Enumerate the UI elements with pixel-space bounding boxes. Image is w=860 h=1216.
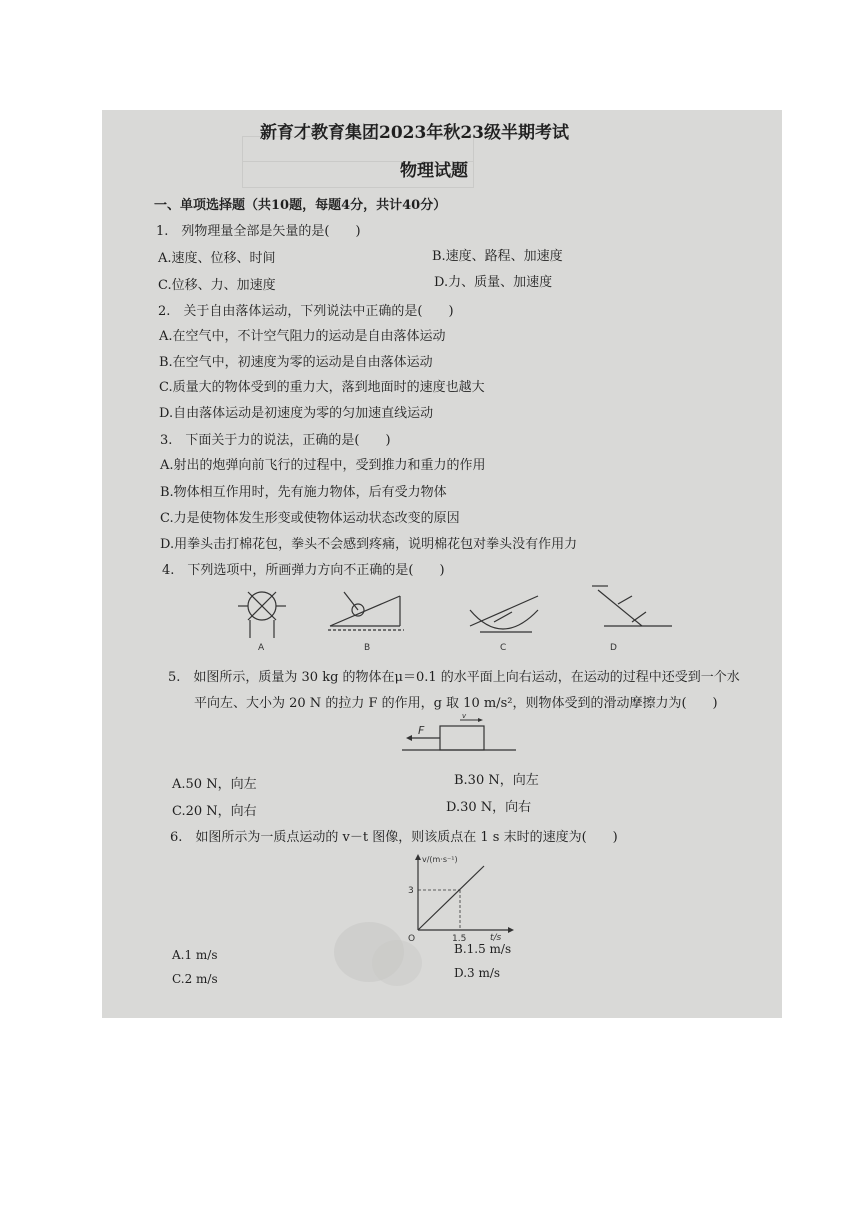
question-6-stem: 6. 如图所示为一质点运动的 v－t 图像，则该质点在 1 s 末时的速度为( )	[170, 830, 618, 845]
q6-y-tick: 3	[408, 886, 414, 896]
q5-figure	[398, 710, 522, 760]
q4-figures	[232, 582, 692, 652]
exam-title: 新育才教育集团2023年秋23级半期考试	[260, 123, 569, 143]
bleed-through-text	[647, 340, 658, 356]
q5-velocity-label: v	[462, 712, 467, 720]
q4-figure-b	[328, 592, 404, 630]
q4-figure-c	[470, 596, 538, 632]
q4-figure-a	[238, 592, 286, 638]
section-heading: 一、单项选择题（共10题，每题4分，共计40分）	[154, 198, 447, 213]
photographed-exam-page	[102, 110, 782, 1018]
q2-option-a: A.在空气中，不计空气阻力的运动是自由落体运动	[159, 329, 446, 344]
q6-x-tick: 1.5	[452, 934, 467, 942]
q4-label-a: A	[258, 643, 265, 652]
q3-option-b: B.物体相互作用时，先有施力物体，后有受力物体	[160, 485, 447, 500]
q2-option-b: B.在空气中，初速度为零的运动是自由落体运动	[159, 355, 433, 370]
q6-option-a: A.1 m/s	[172, 948, 218, 962]
q6-y-axis-label: v/(m·s⁻¹)	[422, 855, 458, 864]
q3-option-d: D.用拳头击打棉花包，拳头不会感到疼痛，说明棉花包对拳头没有作用力	[160, 537, 578, 552]
q6-x-axis-label: t/s	[490, 933, 502, 942]
q6-option-b: B.1.5 m/s	[454, 942, 512, 956]
question-1-stem: 1. 列物理量全部是矢量的是( )	[156, 224, 361, 239]
q1-option-c: C.位移、力、加速度	[158, 278, 276, 293]
q4-label-c: C	[500, 643, 507, 652]
q6-vt-graph	[398, 852, 518, 942]
q4-label-d: D	[610, 643, 617, 652]
q3-option-a: A.射出的炮弹向前飞行的过程中，受到推力和重力的作用	[160, 458, 486, 473]
q1-option-a: A.速度、位移、时间	[158, 251, 276, 266]
q6-origin-label: O	[408, 934, 416, 942]
question-3-stem: 3. 下面关于力的说法，正确的是( )	[160, 433, 391, 448]
q5-option-d: D.30 N，向右	[446, 800, 532, 815]
q2-option-d: D.自由落体运动是初速度为零的匀加速直线运动	[159, 406, 434, 421]
q4-figure-d	[592, 586, 672, 626]
q2-option-c: C.质量大的物体受到的重力大，落到地面时的速度也越大	[159, 380, 485, 395]
question-5-stem-line2: 平向左、大小为 20 N 的拉力 F 的作用，g 取 10 m/s²，则物体受到的滑动摩擦力为( )	[194, 696, 718, 711]
q1-option-d: D.力、质量、加速度	[434, 275, 553, 290]
q5-option-a: A.50 N，向左	[172, 777, 257, 792]
q3-option-c: C.力是使物体发生形变或使物体运动状态改变的原因	[160, 511, 460, 526]
question-4-stem: 4. 下列选项中，所画弹力方向不正确的是( )	[162, 563, 445, 578]
q6-option-d: D.3 m/s	[454, 966, 501, 980]
q5-force-label: F	[418, 724, 425, 737]
q4-label-b: B	[364, 643, 371, 652]
exam-subtitle: 物理试题	[400, 161, 468, 181]
question-2-stem: 2. 关于自由落体运动，下列说法中正确的是( )	[158, 304, 454, 319]
paper-stain	[372, 940, 422, 986]
q6-option-c: C.2 m/s	[172, 972, 218, 986]
question-5-stem-line1: 5. 如图所示，质量为 30 kg 的物体在μ＝0.1 的水平面上向右运动，在运动的过程中还受到一个水	[168, 670, 740, 685]
q5-option-c: C.20 N，向右	[172, 804, 257, 819]
q5-option-b: B.30 N，向左	[454, 773, 539, 788]
q1-option-b: B.速度、路程、加速度	[432, 249, 563, 264]
